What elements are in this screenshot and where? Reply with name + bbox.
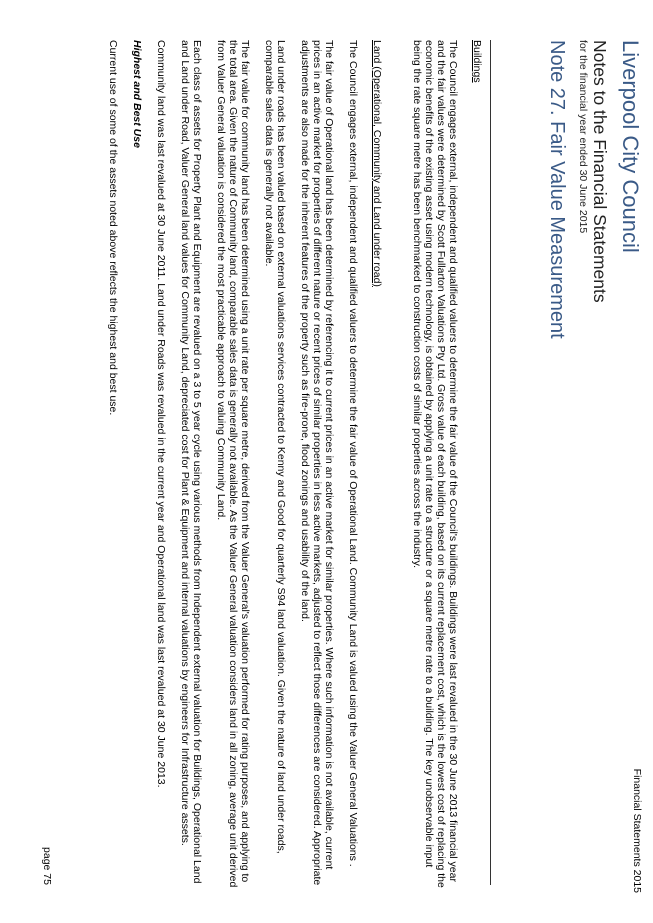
- section-heading-land: Land (Operational, Community and Land under road): [371, 40, 383, 287]
- paragraph-text: The Council engages external, independent and qualified valuers to determine the fair value of the Council's buildings. Buildings were last revalued in the 30 June 2013 financial year and the fair values were determined by Scott Fullarton Valuations Pty Ltd.: [435, 40, 459, 882]
- section-heading-highest-best-use: Highest and Best Use: [131, 40, 143, 148]
- section-heading-buildings: Buildings: [471, 40, 483, 83]
- document-subtitle: for the financial year ended 30 June 2015: [577, 40, 589, 234]
- paragraph: Each class of assets for Property Plant and Equipment are revalued on a 3 to 5 year cycle using various methods from Independent external valuation for Buildings, Operational Land and Land under Road, Valuer General land values for Community Land, depreciated cost for Plant & Equipment and internal valuations by engineers for Infrastructure assets.: [179, 40, 203, 884]
- paragraph: The fair value of Operational land has been determined by referencing it to current prices in an active market for similar properties. Where such information is not available, current prices in an active market for properties of different nature or recent prices of similar properties in less active markets, adjusted to reflect those differences are considered. Appropriate adjustments are also made for the inherent features of the property such as fire-prone, flood zonings and usability of the land.: [299, 40, 335, 886]
- note-body: [95, 40, 483, 890]
- document-title: Notes to the Financial Statements: [590, 40, 610, 303]
- paragraph: Current use of some of the assets noted above reflects the highest and best use.: [107, 40, 119, 416]
- paragraph: Land under roads has been valued based on external valuations services contracted to Kenny and Good for quarterly S94 land valuation. Given the nature of land under roads, comparable sales data is generally not available.: [263, 40, 287, 854]
- paragraph: The Council engages external, independent and qualified valuers to determine the fair value of Operational Land. Community Land is valued using the Valuer General Valuations .: [347, 40, 359, 867]
- paragraph: [411, 40, 459, 890]
- running-head: Financial Statements 2015: [631, 768, 643, 893]
- paragraph-text: Gross value of each building, based on its current replacement cost, which is the lowest cost of replacing the economic benefits of the existing asset using modern technology, is obtained by applying a unit rate to a structure or a square metre rate to a building. The key unobservable input being the rate square metre has been benchmarked to construction costs of similar properties across the industry.: [411, 40, 447, 888]
- paragraph: Community land was last revalued at 30 June 2011. Land under Roads was revalued in the current year and Operational land was last revalued at 30 June 2013.: [155, 40, 167, 788]
- page-number: page 75: [41, 847, 53, 885]
- header-divider: [490, 40, 491, 885]
- organisation-name: Liverpool City Council: [618, 40, 643, 253]
- paragraph: The fair value for community land has been determined using a unit rate per square metre, derived from the Valuer General's valuation performed for rating purposes, and applying to the total area. Given the nature of Community land, comparable sales data is generally not available. As the Valuer General valuation considers land in all zoning, average unit derived from Valuer General valuation is considered the most practicable approach to valuing Community Land.: [215, 40, 251, 888]
- note-title: Note 27. Fair Value Measurement: [546, 40, 568, 339]
